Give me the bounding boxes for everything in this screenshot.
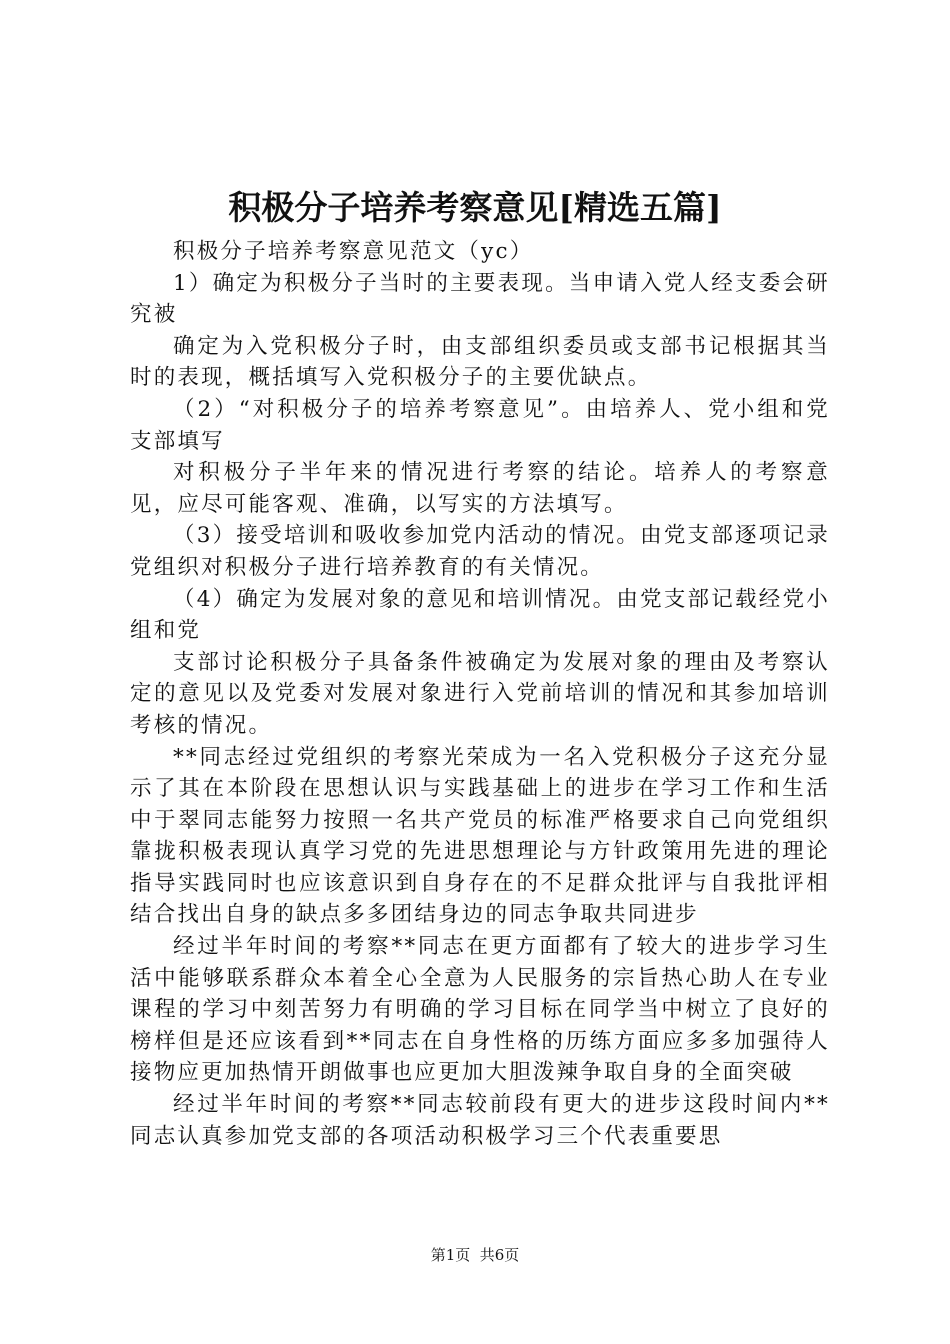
paragraph: （2）“对积极分子的培养考察意见”。由培养人、党小组和党支部填写 — [130, 396, 830, 454]
paragraph: 确定为入党积极分子时，由支部组织委员或支部书记根据其当时的表现，概括填写入党积极分子的主要优缺点。 — [130, 333, 830, 391]
page-number-label: 第1页 共6页 — [430, 1246, 520, 1264]
paragraph: 1）确定为积极分子当时的主要表现。当申请入党人经支委会研究被 — [130, 270, 830, 328]
paragraph: （4）确定为发展对象的意见和培训情况。由党支部记载经党小组和党 — [130, 586, 830, 644]
paragraph: 支部讨论积极分子具备条件被确定为发展对象的理由及考察认定的意见以及党委对发展对象进行入党前培训的情况和其参加培训考核的情况。 — [130, 649, 830, 738]
paragraph: 积极分子培养考察意见范文（yc） — [173, 239, 534, 264]
page-footer — [0, 1245, 950, 1265]
paragraph: 经过半年时间的考察**同志较前段有更大的进步这段时间内**同志认真参加党支部的各项活动积极学习三个代表重要思 — [130, 1092, 830, 1149]
paragraph: 经过半年时间的考察**同志在更方面都有了较大的进步学习生活中能够联系群众本着全心全意为人民服务的宗旨热心助人在专业课程的学习中刻苦努力有明确的学习目标在同学当中树立了良好的榜样但是还应该看到**同志在自身性格的历练方面应多多加强待人接物应更加热情开朗做事也应更加大胆泼辣争取自身的全面突破 — [130, 934, 830, 1086]
paragraph: 对积极分子半年来的情况进行考察的结论。培养人的考察意见，应尽可能客观、准确，以写实的方法填写。 — [130, 460, 830, 517]
document-body — [130, 236, 830, 1152]
document-title: 积极分子培养考察意见[精选五篇] — [228, 188, 722, 227]
paragraph: **同志经过党组织的考察光荣成为一名入党积极分子这充分显示了其在本阶段在思想认识与实践基础上的进步在学习工作和生活中于翠同志能努力按照一名共产党员的标准严格要求自己向党组织靠拢积极表现认真学习党的先进思想理论与方针政策用先进的理论指导实践同时也应该意识到自身存在的不足群众批评与自我批评相结合找出自身的缺点多多团结身边的同志争取共同进步 — [130, 744, 830, 928]
paragraph: （3）接受培训和吸收参加党内活动的情况。由党支部逐项记录党组织对积极分子进行培养教育的有关情况。 — [130, 523, 830, 580]
